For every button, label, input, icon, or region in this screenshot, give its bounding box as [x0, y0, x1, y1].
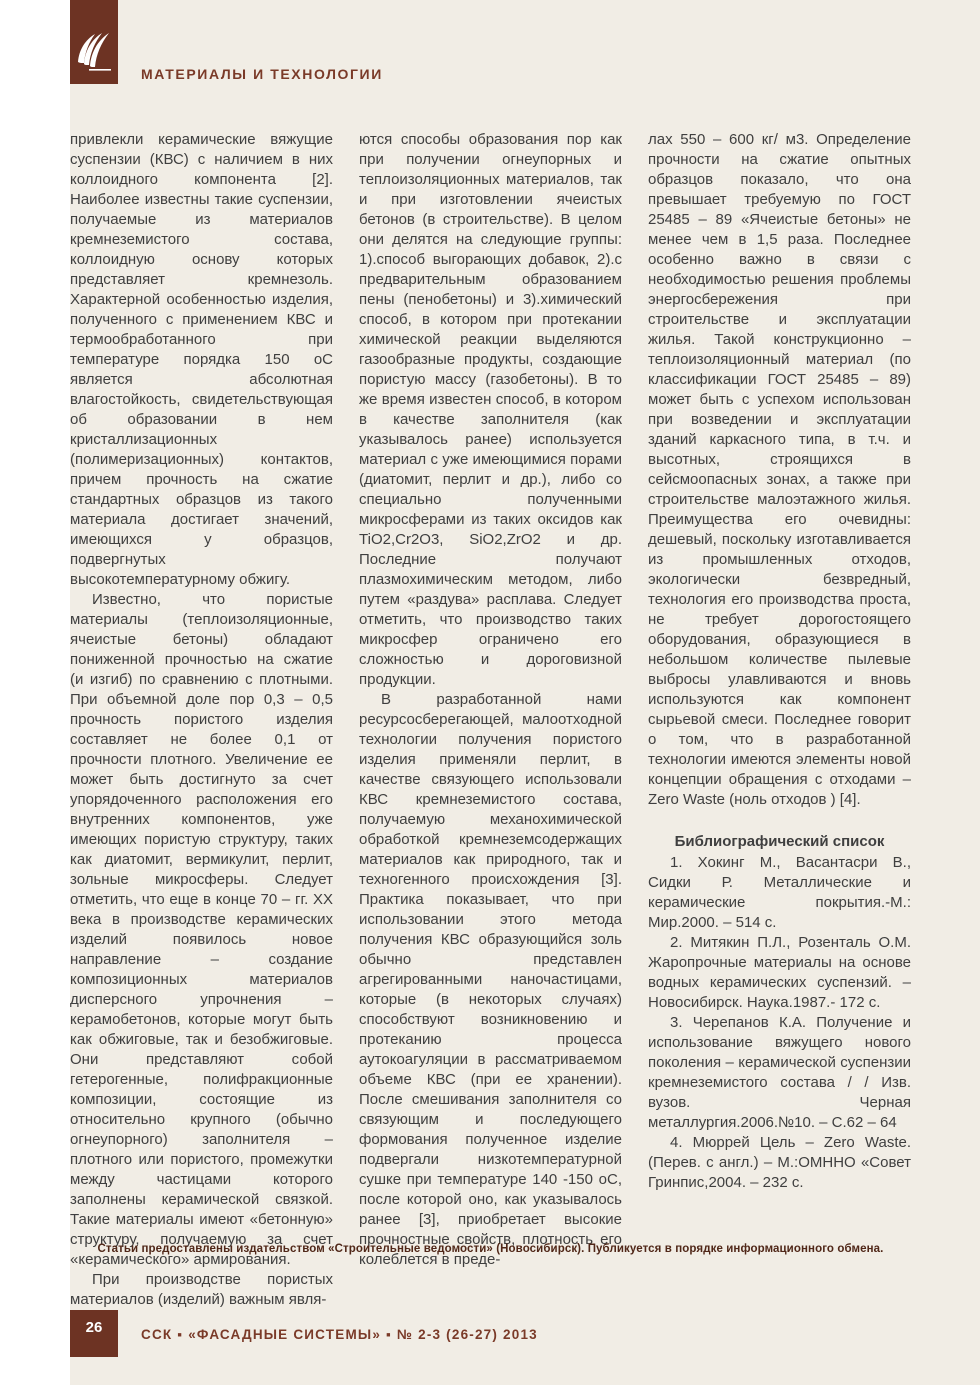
page-left-margin [0, 0, 70, 1385]
article-paragraph: лах 550 – 600 кг/ м3. Определение прочности на сжатие опытных образцов показало, что она превышает требуемую по ГОСТ 25485 – 89 «Ячеистые бетоны» не менее чем в 1,5 раза. Последнее особенно важно в связи с необходимостью решения проблемы энергосбережения при строительстве и эксплуатации жилья. Такой конструкционно – теплоизоляционный материал (по классификации ГОСТ 25485 – 89) может быть с успехом использован при возведении и эксплуатации зданий каркасного типа, в т.ч. и высотных, строящихся в сейсмоопасных зонах, а также при строительстве малоэтажного жилья. Преимущества его очевидны: дешевый, поскольку изготавливается из промышленных отходов, экологически безвредный, технология его производства проста, не требует дорогостоящего оборудования, образующиеся в небольшом количестве пылевые выбросы улавливаются и вновь используются как компонент сырьевой смеси. Последнее говорит о том, что в разработанной технологии имеются элементы новой концепции обращения с отходами – Zero Waste (ноль отходов ) [4]. [648, 131, 911, 808]
bibliography-entry: 2. Митякин П.Л., Розенталь О.М. Жаропрочные материалы на основе водных керамических суспензий. – Новосибирск. Наука.1987.- 172 с. [648, 934, 911, 1011]
article-body [70, 130, 911, 1310]
page-number-box [70, 1310, 118, 1357]
article-column-3 [648, 130, 911, 1310]
journal-issue-line: ССК ▪ «ФАСАДНЫЕ СИСТЕМЫ» ▪ № 2-3 (26-27) 2013 [141, 1327, 538, 1342]
section-title: МАТЕРИАЛЫ И ТЕХНОЛОГИИ [141, 66, 383, 82]
article-paragraph: Известно, что пористые материалы (теплоизоляционные, ячеистые бетоны) обладают пониженной прочностью на сжатие (и изгиб) по сравнению с плотными. При объемной доле пор 0,3 – 0,5 прочность пористого изделия составляет не более 0,1 от прочности плотного. Увеличение ее может быть достигнуто за счет упорядоченного расположения его внутренних компонентов, уже имеющих пористую структуру, таких как диатомит, вермикулит, перлит, зольные микросферы. Следует отметить, что еще в конце 70 – гг. ХХ века в производстве керамических изделий появилось новое направление – создание композиционных материалов дисперсного упрочнения – керамобетонов, которые могут быть как обжиговые, так и безобжиговые. Они представляют собой гетерогенные, полифракционные композиции, состоящие из относительно крупного (обычно огнеупорного) заполнителя – плотного или пористого, промежутки между частицами которого заполнены керамической связкой. Такие материалы имеют «бетонную» структуру, получаемую за счет «керамического» армирования. [70, 591, 333, 1268]
article-paragraph: привлекли керамические вяжущие суспензии (КВС) с наличием в них коллоидного компонента [2]. Наиболее известны такие суспензии, получаемые из материалов кремнеземистого состава, коллоидную основу которых представляет кремнезоль. Характерной особенностью изделия, полученного с применением КВС и термообработанного при температуре порядка 150 оС является абсолютная влагостойкость, свидетельствующая об образовании в нем кристаллизационных (полимеризационных) контактов, причем прочность на сжатие стандартных образцов из такого материала достигает значений, имеющихся у образцов, подвергнутых высокотемпературному обжигу. [70, 131, 333, 588]
article-paragraph: В разработанной нами ресурсосберегающей, малоотходной технологии получения пористого изделия применяли перлит, в качестве связующего использовали КВС кремнеземистого состава, получаемую механохимической обработкой кремнеземсодержащих материалов как природного, так и техногенного происхождения [3]. Практика показывает, что при использовании этого метода получения КВС образующийся золь обычно представлен агрегированными наночастицами, которые (в некоторых случаях) способствуют возникновению и протеканию процесса аутокоагуляции в рассматриваемом объеме КВС (при ее хранении). После смешивания заполнителя со связующим и последующего формования полученное изделие подвергали низкотемпературной сушке при температуре 140 -150 оС, после которой оно, как указывалось ранее [3], приобретает высокие прочностные свойств, плотность его колеблется в преде- [359, 691, 622, 1268]
bibliography-entry: 1. Хокинг М., Васантасри В., Сидки Р. Металлические и керамические покрытия.-М.: Мир.2000. – 514 с. [648, 854, 911, 931]
bibliography-entry: 4. Мюррей Цель – Zero Waste. (Перев. с англ.) – М.:ОМННО «Совет Гринпис,2004. – 232 с. [648, 1134, 911, 1191]
article-paragraph: ются способы образования пор как при получении огнеупорных и теплоизоляционных материалов, так и при изготовлении ячеистых бетонов (в строительстве). В целом они делятся на следующие группы: 1).способ выгорающих добавок, 2).с предварительным образованием пены (пенобетоны) и 3).химический способ, в котором при протекании химической реакции выделяются газообразные продукты, создающие пористую массу (газобетоны). В то же время известен способ, в котором в качестве заполнителя (как указывалось ранее) используется материал с уже имеющимися порами (диатомит, перлит и др.), либо со специально полученными микросферами из таких оксидов как TiO2,Cr2O3, SiO2,ZrO2 и др. Последние получают плазмохимическим методом, либо путем «раздува» расплава. Следует отметить, что производство таких микросфер ограничено его сложностью и дороговизной продукции. [359, 131, 622, 688]
bibliography-heading: Библиографический список [674, 833, 885, 850]
page-number: 26 [85, 1319, 103, 1336]
bibliography-entry: 3. Черепанов К.А. Получение и использование вяжущего нового поколения – керамической суспензии кремнеземистого состава / / Изв. вузов. Черная металлургия.2006.№10. – С.62 – 64 [648, 1014, 911, 1131]
source-notice: Статьи предоставлены издательством «Строительные ведомости» (Новосибирск). Публикуется в порядке информационного обмена. [97, 1243, 884, 1255]
publisher-logo [70, 0, 118, 84]
article-column-2 [359, 130, 622, 1310]
article-paragraph: При производстве пористых материалов (изделий) важным явля- [70, 1271, 333, 1308]
article-column-1 [70, 130, 333, 1310]
